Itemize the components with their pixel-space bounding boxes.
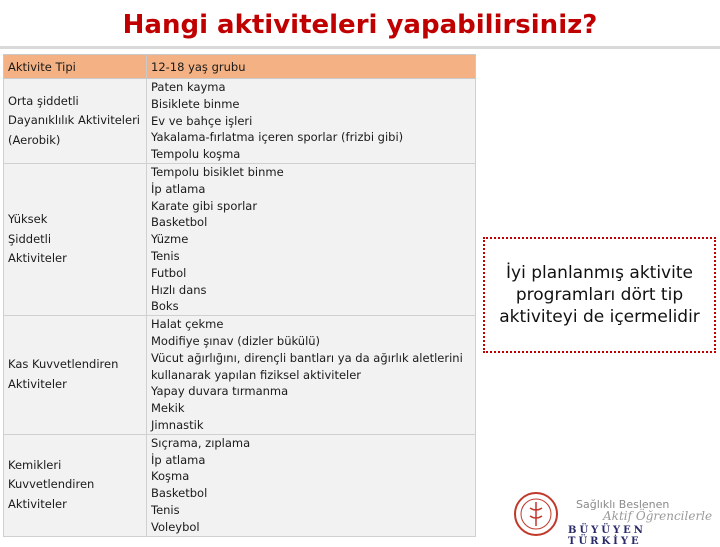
table-row xyxy=(4,434,476,536)
activity-type-line: Aktiviteler xyxy=(8,251,67,266)
activity-item: Tempolu bisiklet binme xyxy=(151,164,284,179)
activity-item: Modifiye şınav (dizler bükülü) xyxy=(151,333,321,348)
activity-item: Jimnastik xyxy=(151,417,204,432)
table-row xyxy=(4,79,476,164)
ministry-seal-icon xyxy=(508,488,564,540)
activity-type-line: Orta şiddetli xyxy=(8,93,79,108)
column-header-type: Aktivite Tipi xyxy=(4,55,147,79)
logo-line-2: Aktif Öğrencilerle xyxy=(603,509,713,523)
activity-type-cell xyxy=(4,434,147,536)
activity-item: Voleybol xyxy=(151,519,200,534)
activity-item: Bisiklete binme xyxy=(151,96,240,111)
callout-box xyxy=(483,237,716,353)
activity-item: Yüzme xyxy=(151,232,189,247)
logo-line-3: BÜYÜYEN TÜRKİYE xyxy=(568,525,646,547)
table-row xyxy=(4,163,476,315)
activity-item: Sıçrama, zıplama xyxy=(151,435,251,450)
activity-item: İp atlama xyxy=(151,452,206,467)
activity-type-cell xyxy=(4,316,147,435)
activity-item: kullanarak yapılan fiziksel aktiviteler xyxy=(151,367,362,382)
activity-type-line: Kas Kuvvetlendiren xyxy=(8,357,119,372)
activity-item: Ev ve bahçe işleri xyxy=(151,113,253,128)
activity-item: Hızlı dans xyxy=(151,282,207,297)
activity-list-cell xyxy=(147,163,476,315)
activity-type-line: Dayanıklılık Aktiviteleri xyxy=(8,113,141,128)
activity-list-cell xyxy=(147,79,476,164)
activity-item: Basketbol xyxy=(151,215,208,230)
table-header-row xyxy=(4,55,476,79)
activity-item: Mekik xyxy=(151,401,185,416)
activity-item: Vücut ağırlığını, dirençli bantları ya da ağırlık aletlerini xyxy=(151,350,463,365)
activity-item: Paten kayma xyxy=(151,80,226,94)
activity-item: Tempolu koşma xyxy=(151,147,241,162)
activity-type-line: Kuvvetlendiren xyxy=(8,477,95,492)
activity-type-line: Aktiviteler xyxy=(8,496,67,511)
activity-type-cell xyxy=(4,79,147,164)
logo-line-1: Sağlıklı Beslenen xyxy=(576,498,670,511)
activity-item: İp atlama xyxy=(151,181,206,196)
activity-item: Halat çekme xyxy=(151,317,224,332)
column-header-age: 12-18 yaş grubu xyxy=(147,55,476,79)
activity-type-line: Kemikleri xyxy=(8,457,62,472)
activity-item: Yapay duvara tırmanma xyxy=(151,384,289,399)
activity-type-cell xyxy=(4,163,147,315)
activity-type-line: Şiddetli xyxy=(8,231,52,246)
activity-item: Tenis xyxy=(151,502,180,517)
callout-text: İyi planlanmış aktivite programları dört tip aktiviteyi de içermelidir xyxy=(499,263,700,327)
activity-item: Yakalama-fırlatma içeren sporlar (frizbi gibi) xyxy=(151,130,404,145)
table-row xyxy=(4,316,476,435)
page-title: Hangi aktiviteleri yapabilirsiniz? xyxy=(122,10,598,40)
title-divider xyxy=(0,46,720,49)
activity-item: Futbol xyxy=(151,265,187,280)
activity-table xyxy=(3,54,476,537)
activity-item: Boks xyxy=(151,299,179,314)
activity-item: Basketbol xyxy=(151,486,208,501)
activity-item: Tenis xyxy=(151,248,180,263)
activity-type-line: Aktiviteler xyxy=(8,376,67,391)
activity-item: Karate gibi sporlar xyxy=(151,198,258,213)
activity-type-line: Yüksek xyxy=(8,212,48,227)
activity-type-line: (Aerobik) xyxy=(8,132,61,147)
activity-item: Koşma xyxy=(151,469,190,484)
activity-list-cell xyxy=(147,434,476,536)
activity-list-cell xyxy=(147,316,476,435)
ministry-logo xyxy=(508,488,720,547)
